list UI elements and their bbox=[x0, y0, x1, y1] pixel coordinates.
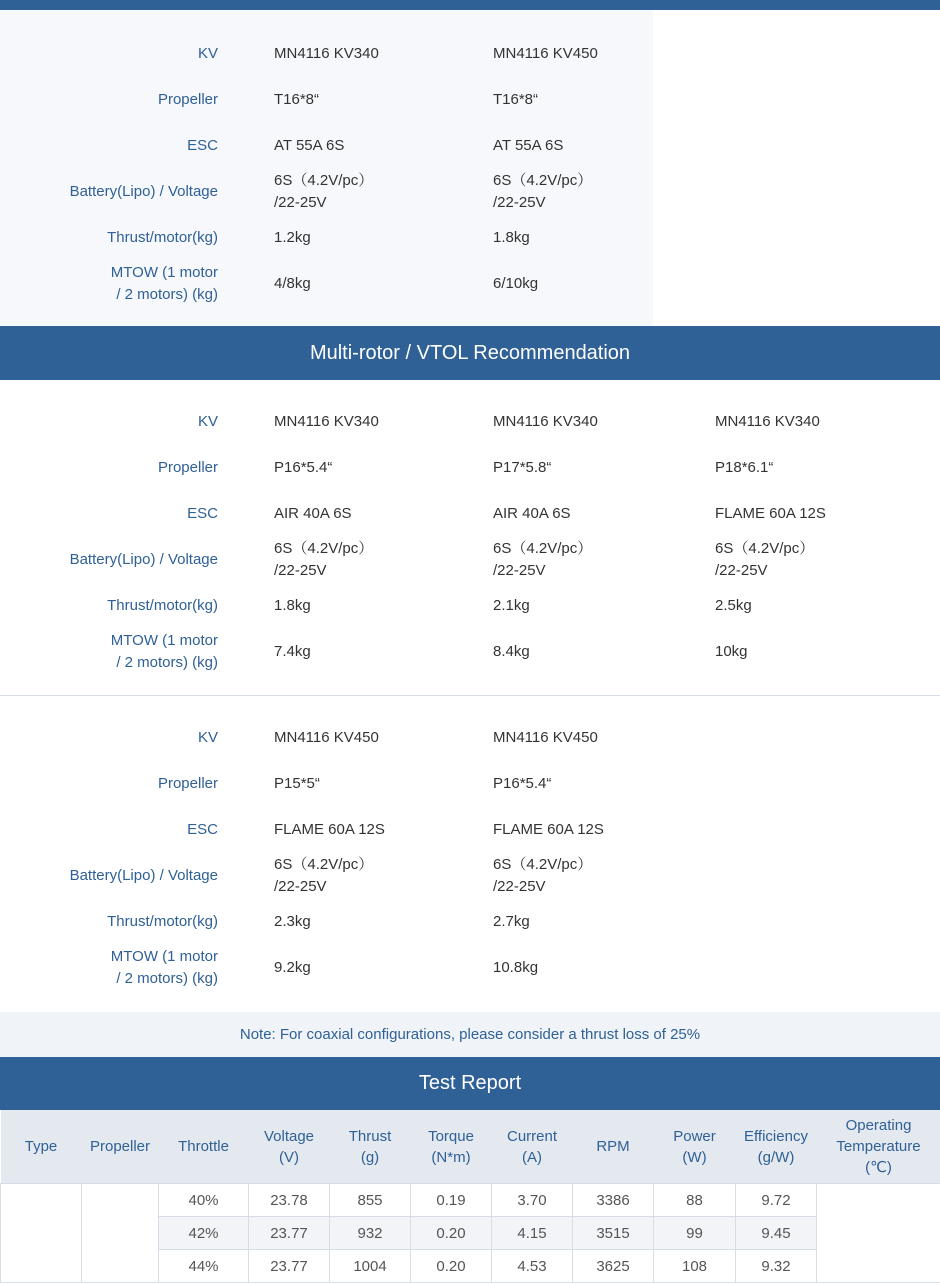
value-esc: FLAME 60A 12S bbox=[274, 807, 385, 853]
header-type: Type bbox=[1, 1110, 82, 1184]
spec-row-kv bbox=[0, 31, 940, 77]
cell-power: 88 bbox=[654, 1184, 736, 1217]
cell-throttle: 40% bbox=[159, 1184, 249, 1217]
test-report-title: Test Report bbox=[0, 1057, 940, 1110]
value-battery: 6S（4.2V/pc） /22-25V bbox=[274, 169, 373, 215]
cell-torque: 0.19 bbox=[411, 1184, 492, 1217]
cell-efficiency: 9.32 bbox=[736, 1250, 817, 1283]
spec-row-propeller bbox=[0, 77, 940, 123]
value-thrust: 1.8kg bbox=[493, 215, 530, 261]
value-mtow: 6/10kg bbox=[493, 261, 538, 307]
value-esc: FLAME 60A 12S bbox=[493, 807, 604, 853]
value-kv: MN4116 KV450 bbox=[493, 31, 598, 77]
value-battery: 6S（4.2V/pc） /22-25V bbox=[715, 537, 814, 583]
spec-row-thrust bbox=[0, 215, 940, 261]
spec-row-battery bbox=[0, 169, 940, 215]
label-esc: ESC bbox=[187, 123, 218, 169]
label-propeller: Propeller bbox=[158, 761, 218, 807]
label-esc: ESC bbox=[187, 807, 218, 853]
label-thrust: Thrust/motor(kg) bbox=[107, 583, 218, 629]
header-current: Current (A) bbox=[492, 1110, 573, 1184]
value-kv: MN4116 KV340 bbox=[715, 399, 820, 445]
cell-torque: 0.20 bbox=[411, 1250, 492, 1283]
header-voltage: Voltage (V) bbox=[249, 1110, 330, 1184]
table-row bbox=[1, 1184, 940, 1217]
label-thrust: Thrust/motor(kg) bbox=[107, 899, 218, 945]
value-thrust: 2.3kg bbox=[274, 899, 311, 945]
value-battery: 6S（4.2V/pc） /22-25V bbox=[274, 537, 373, 583]
cell-torque: 0.20 bbox=[411, 1217, 492, 1250]
spec-row-esc bbox=[0, 123, 940, 169]
cell-thrust: 1004 bbox=[330, 1250, 411, 1283]
spec-row-thrust bbox=[0, 899, 940, 945]
spec-row-propeller bbox=[0, 445, 940, 491]
spec-row-kv bbox=[0, 399, 940, 445]
cell-current: 4.15 bbox=[492, 1217, 573, 1250]
value-propeller: P16*5.4“ bbox=[493, 761, 551, 807]
cell-rpm: 3625 bbox=[573, 1250, 654, 1283]
header-power: Power (W) bbox=[654, 1110, 736, 1184]
top-banner-strip bbox=[0, 0, 940, 10]
header-rpm: RPM bbox=[573, 1110, 654, 1184]
header-torque: Torque (N*m) bbox=[411, 1110, 492, 1184]
test-report-table bbox=[0, 1110, 940, 1283]
spec-row-battery bbox=[0, 537, 940, 583]
table-header-row bbox=[1, 1110, 940, 1184]
value-thrust: 2.7kg bbox=[493, 899, 530, 945]
value-mtow: 8.4kg bbox=[493, 629, 530, 675]
label-kv: KV bbox=[198, 31, 218, 77]
label-esc: ESC bbox=[187, 491, 218, 537]
cell-efficiency: 9.72 bbox=[736, 1184, 817, 1217]
value-mtow: 10kg bbox=[715, 629, 748, 675]
cell-current: 3.70 bbox=[492, 1184, 573, 1217]
label-mtow: MTOW (1 motor / 2 motors) (kg) bbox=[111, 945, 218, 991]
cell-thrust: 855 bbox=[330, 1184, 411, 1217]
value-mtow: 7.4kg bbox=[274, 629, 311, 675]
coaxial-note: Note: For coaxial configurations, please consider a thrust loss of 25% bbox=[0, 1012, 940, 1057]
value-propeller: T16*8“ bbox=[274, 77, 319, 123]
value-esc: AT 55A 6S bbox=[274, 123, 344, 169]
value-esc: AIR 40A 6S bbox=[274, 491, 352, 537]
label-battery: Battery(Lipo) / Voltage bbox=[70, 169, 218, 215]
spec-row-mtow bbox=[0, 945, 940, 991]
header-throttle: Throttle bbox=[159, 1110, 249, 1184]
multirotor-group2 bbox=[0, 696, 940, 1012]
value-esc: AIR 40A 6S bbox=[493, 491, 571, 537]
value-mtow: 9.2kg bbox=[274, 945, 311, 991]
multirotor-group1 bbox=[0, 380, 940, 695]
value-thrust: 2.1kg bbox=[493, 583, 530, 629]
value-propeller: T16*8“ bbox=[493, 77, 538, 123]
value-mtow: 10.8kg bbox=[493, 945, 538, 991]
spec-row-mtow bbox=[0, 629, 940, 675]
label-thrust: Thrust/motor(kg) bbox=[107, 215, 218, 261]
cell-throttle: 42% bbox=[159, 1217, 249, 1250]
label-battery: Battery(Lipo) / Voltage bbox=[70, 537, 218, 583]
label-battery: Battery(Lipo) / Voltage bbox=[70, 853, 218, 899]
value-battery: 6S（4.2V/pc） /22-25V bbox=[493, 537, 592, 583]
spec-row-battery bbox=[0, 853, 940, 899]
cell-voltage: 23.77 bbox=[249, 1250, 330, 1283]
value-battery: 6S（4.2V/pc） /22-25V bbox=[493, 169, 592, 215]
value-propeller: P17*5.8“ bbox=[493, 445, 551, 491]
cell-temperature bbox=[817, 1184, 940, 1283]
value-kv: MN4116 KV450 bbox=[274, 715, 379, 761]
label-mtow: MTOW (1 motor / 2 motors) (kg) bbox=[111, 629, 218, 675]
value-thrust: 1.8kg bbox=[274, 583, 311, 629]
header-propeller: Propeller bbox=[82, 1110, 159, 1184]
cell-type bbox=[1, 1184, 82, 1283]
value-kv: MN4116 KV340 bbox=[274, 399, 379, 445]
value-mtow: 4/8kg bbox=[274, 261, 311, 307]
label-mtow: MTOW (1 motor / 2 motors) (kg) bbox=[111, 261, 218, 307]
label-propeller: Propeller bbox=[158, 77, 218, 123]
cell-thrust: 932 bbox=[330, 1217, 411, 1250]
spec-row-thrust bbox=[0, 583, 940, 629]
cell-power: 108 bbox=[654, 1250, 736, 1283]
cell-rpm: 3515 bbox=[573, 1217, 654, 1250]
multirotor-section-title: Multi-rotor / VTOL Recommendation bbox=[0, 326, 940, 380]
cell-efficiency: 9.45 bbox=[736, 1217, 817, 1250]
cell-rpm: 3386 bbox=[573, 1184, 654, 1217]
fixed-wing-spec-block bbox=[0, 10, 653, 326]
value-battery: 6S（4.2V/pc） /22-25V bbox=[493, 853, 592, 899]
cell-voltage: 23.78 bbox=[249, 1184, 330, 1217]
spec-row-kv bbox=[0, 715, 940, 761]
value-battery: 6S（4.2V/pc） /22-25V bbox=[274, 853, 373, 899]
value-propeller: P16*5.4“ bbox=[274, 445, 332, 491]
cell-propeller bbox=[82, 1184, 159, 1283]
value-kv: MN4116 KV340 bbox=[274, 31, 379, 77]
cell-current: 4.53 bbox=[492, 1250, 573, 1283]
header-efficiency: Efficiency (g/W) bbox=[736, 1110, 817, 1184]
value-esc: FLAME 60A 12S bbox=[715, 491, 826, 537]
cell-throttle: 44% bbox=[159, 1250, 249, 1283]
spec-row-mtow bbox=[0, 261, 940, 307]
label-kv: KV bbox=[198, 715, 218, 761]
label-propeller: Propeller bbox=[158, 445, 218, 491]
value-thrust: 1.2kg bbox=[274, 215, 311, 261]
header-operating-temperature: Operating Temperature (℃) bbox=[817, 1110, 940, 1184]
spec-row-esc bbox=[0, 807, 940, 853]
spec-row-esc bbox=[0, 491, 940, 537]
cell-voltage: 23.77 bbox=[249, 1217, 330, 1250]
value-kv: MN4116 KV340 bbox=[493, 399, 598, 445]
value-propeller: P15*5“ bbox=[274, 761, 320, 807]
header-thrust: Thrust (g) bbox=[330, 1110, 411, 1184]
spec-row-propeller bbox=[0, 761, 940, 807]
value-esc: AT 55A 6S bbox=[493, 123, 563, 169]
value-kv: MN4116 KV450 bbox=[493, 715, 598, 761]
cell-power: 99 bbox=[654, 1217, 736, 1250]
label-kv: KV bbox=[198, 399, 218, 445]
value-propeller: P18*6.1“ bbox=[715, 445, 773, 491]
value-thrust: 2.5kg bbox=[715, 583, 752, 629]
